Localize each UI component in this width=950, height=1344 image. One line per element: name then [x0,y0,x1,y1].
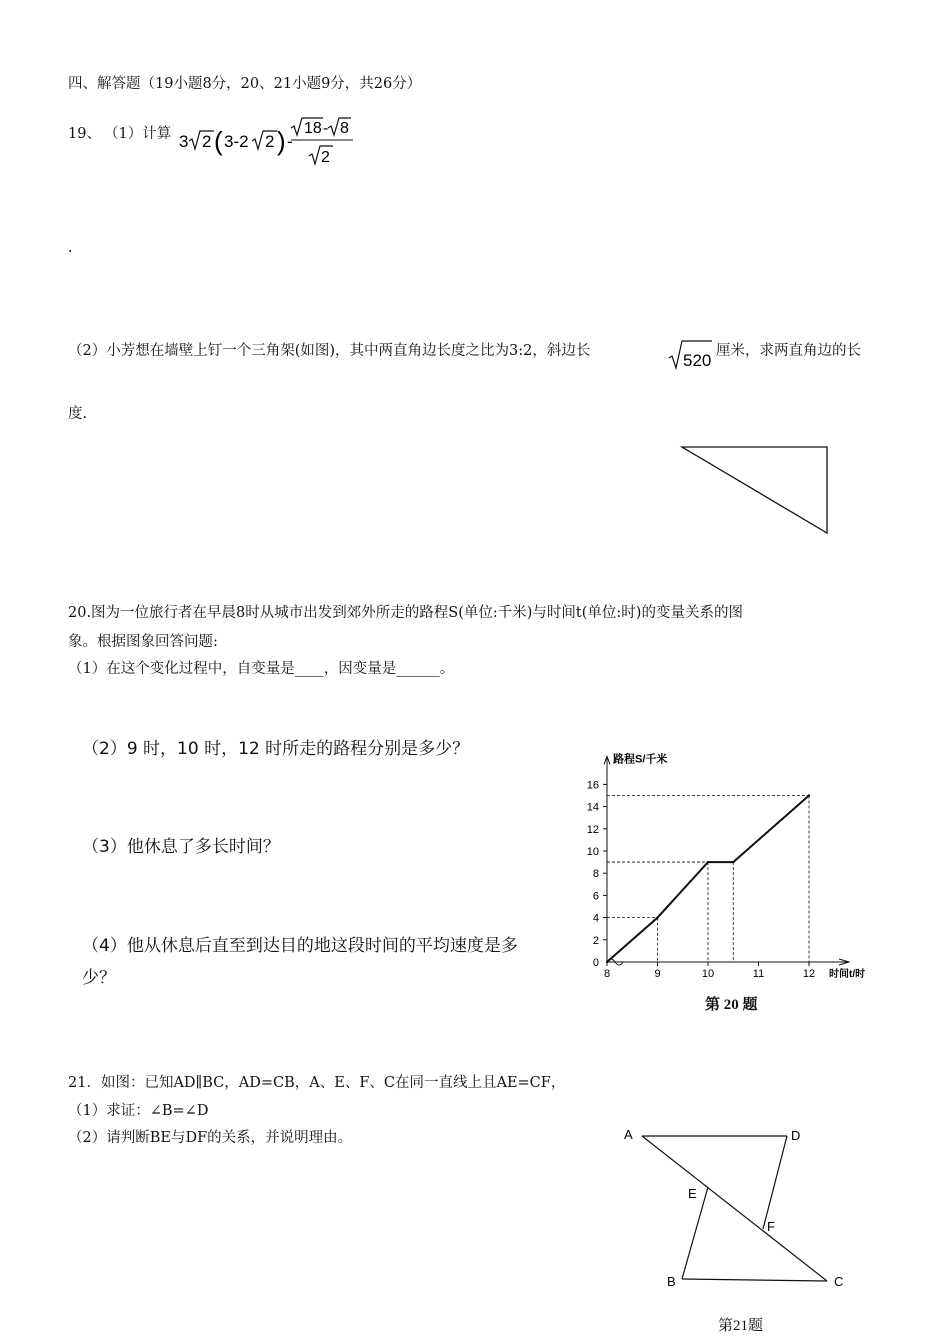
q19-part2-text-a: （2）小芳想在墙壁上钉一个三角架(如图)，其中两直角边长度之比为3:2，斜边长 [68,343,591,359]
expr-num-rad1: 18 [304,120,322,137]
q19-part1-label: （1）计算 [104,126,172,142]
expr-den-rad: 2 [321,149,330,166]
data-point [606,961,608,963]
q19-number: 19、 [68,126,101,142]
q21-line1: 21．如图：已知AD∥BC，AD=CB，A、E、F、C在同一直线上且AE=CF， [68,1075,566,1091]
y-tick-label: 14 [586,801,599,814]
label-A: A [624,1127,633,1142]
q21-geometry-figure [615,1120,855,1300]
y-tick-label: 16 [586,779,599,792]
paren-close: ) [277,126,286,156]
x-tick-label: 12 [802,968,816,980]
expr-minus: - [287,132,293,151]
y-axis-label: 路程S/千米 [613,753,668,766]
segment-BC [682,1279,827,1281]
expr-rad-b: 2 [265,132,275,151]
x-tick-label: 9 [654,968,661,980]
q20-part3: （3）他休息了多长时间？ [82,837,280,857]
x-axis-label: 时间t/时 [829,969,866,980]
q20-intro-line2: 象。根据图象回答问题: [68,634,218,650]
q20-part4-a: （4）他从休息后直至到达目的地这段时间的平均速度是多 [82,936,518,956]
y-tick-label: 8 [592,868,599,881]
data-point [808,794,810,796]
label-F: F [767,1219,775,1234]
expr-paren-inner: 3-2 [224,132,249,151]
q19-dot: . [68,240,73,256]
data-point [707,861,709,863]
x-tick-label: 10 [701,968,715,980]
label-D: D [791,1128,801,1143]
segment-AC [642,1136,827,1281]
data-point [732,861,734,863]
label-C: C [834,1274,844,1289]
segment-DF [763,1136,787,1229]
x-tick-label: 8 [603,968,611,980]
expr-coef: 3 [179,132,189,151]
distance-time-chart [560,740,890,985]
y-tick-label: 0 [592,957,599,969]
q21-caption: 第21题 [718,1318,764,1334]
q20-intro-line1: 20.图为一位旅行者在早晨8时从城市出发到郊外所走的路程S(单位:千米)与时间t(单位:时)的变量关系的图 [68,605,743,621]
label-B: B [667,1274,676,1289]
y-tick-label: 4 [592,912,599,925]
y-tick-label: 2 [592,934,599,947]
expr-rad-a: 2 [202,132,212,151]
paren-open: ( [214,126,223,156]
q21-line3: （2）请判断BE与DF的关系，并说明理由。 [68,1130,353,1146]
q20-caption: 第 20 题 [705,997,758,1013]
y-tick-label: 10 [586,846,599,858]
x-tick-label: 11 [752,968,765,980]
q20-part1: （1）在这个变化过程中，自变量是____，因变量是______。 [68,661,455,677]
expr-num-rad2: 8 [340,120,349,137]
q19-part2-text-b: 厘米，求两直角边的长 [716,343,861,359]
q20-part4-b: 少？ [82,968,116,988]
section-title: 四、解答题（19小题8分，20、21小题9分，共26分） [68,76,422,92]
q19-part2-radical [668,336,714,372]
q21-line2: （1）求证：∠B=∠D [68,1103,209,1119]
triangle-bracket-figure [678,444,833,538]
part2-rad-value: 520 [683,351,712,370]
right-triangle [682,447,827,533]
data-point [656,916,658,918]
expr-num-minus: - [323,120,329,137]
q19-part2-text-c: 度. [68,406,88,422]
q20-part2: （2）9 时，10 时，12 时所走的路程分别是多少？ [82,739,470,759]
y-tick-label: 6 [592,890,599,903]
label-E: E [688,1186,697,1201]
y-tick-label: 12 [586,823,599,836]
q19-expression [176,114,366,170]
